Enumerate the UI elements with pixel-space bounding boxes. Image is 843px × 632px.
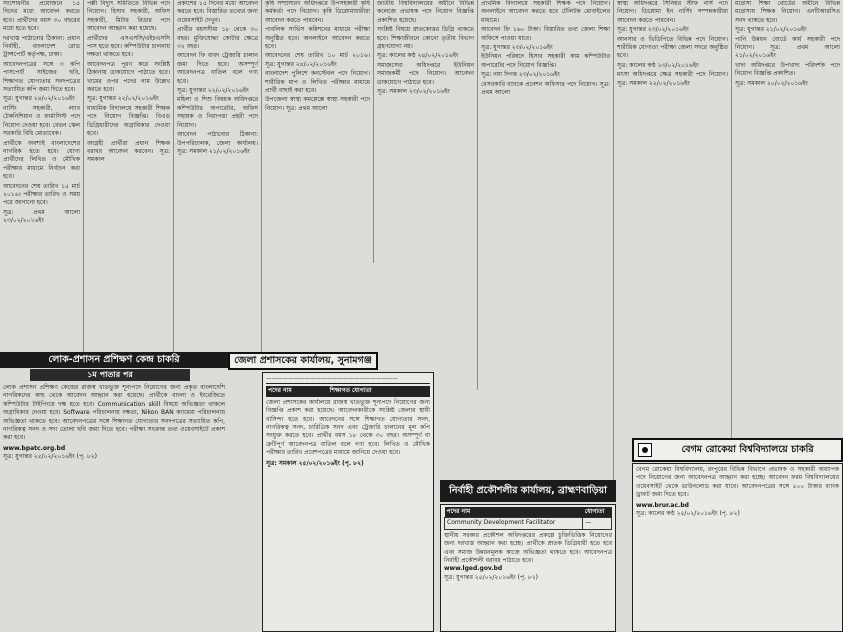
- news-column-7: [614, 0, 732, 438]
- news-paragraph: খাদ্য অধিদপ্তরে উপখাদ্য পরিদর্শক পদে নিয়োগ বিজ্ঞপ্তি প্রকাশিত।: [735, 61, 840, 78]
- lok-proshashon-source: সূত্র: যুগান্তর ২৫/০২/২০১৬ইং (পৃ. ৮২): [3, 453, 97, 461]
- university-logo-icon: [638, 443, 652, 457]
- news-paragraph: বেসরকারি ব্যাংকে প্রবেশন অফিসার পদে নিয়োগ। সূত্র: প্রথম আলো: [481, 80, 610, 97]
- news-column-4: [262, 0, 374, 263]
- lok-proshashon-website[interactable]: www.bpatc.org.bd: [3, 444, 66, 452]
- news-paragraph: সূত্র: যুগান্তর ২১/০২/২০১৬ইং: [735, 26, 807, 34]
- lok-proshashon-body: [0, 382, 228, 632]
- news-paragraph: সংশোধনীর প্রয়োজনে ১৫ দিনের মধ্যে আবেদন করতে হবে। প্রার্থীদের বয়স ৩০ বছরের মধ্যে হতে হবে।: [3, 0, 80, 33]
- news-paragraph: দরখাস্ত পাঠানোর ঠিকানা: প্রধান নির্বাহী, বাংলাদেশ রোড ট্রান্সপোর্ট কর্তৃপক্ষ, ঢাকা।: [3, 34, 80, 59]
- news-paragraph: স্বাস্থ্য অধিদপ্তরে সিনিয়র স্টাফ নার্স পদে নিয়োগ। ডিপ্লোমা ইন নার্সিং সম্পন্নকারীরা আবেদন করতে পারবেন।: [617, 0, 728, 24]
- news-paragraph: আবেদনপত্র পূরণ করে সংশ্লিষ্ট ঠিকানায় ডাকযোগে পাঠাতে হবে। খামের ওপর পদের নাম উল্লেখ করতে হবে।: [87, 60, 170, 94]
- rokeya-source: সূত্র: কালের কণ্ঠ ২৫/০২/২০১৬ইং (পৃ. ৮২): [636, 510, 740, 518]
- nirbahi-table: [444, 507, 612, 530]
- news-column-3: [174, 0, 262, 352]
- news-paragraph: পল্লী বিদ্যুৎ সমিতিতে বিভিন্ন পদে নিয়োগ। হিসাব সহকারী, অফিস সহকারী, মিটার রিডার পদে আবেদন আহ্বান করা হয়েছে।: [87, 0, 170, 33]
- news-paragraph: সংশ্লিষ্ট বিষয়ে স্নাতকোত্তর ডিগ্রি থাকতে হবে। শিক্ষাজীবনে কোনো তৃতীয় বিভাগ গ্রহণযোগ্য নয়।: [377, 26, 474, 51]
- jela-post-table: [266, 386, 430, 396]
- lok-proshashon-title: লোক-প্রশাসন প্রশিক্ষণ কেন্দ্র চাকরি: [48, 353, 180, 365]
- news-column-6: [478, 0, 614, 480]
- rokeya-body: [632, 463, 843, 632]
- nirbahi-website[interactable]: www.lged.gov.bd: [444, 565, 503, 573]
- news-paragraph: আনসার ও ভিডিপিতে বিভিন্ন পদে নিয়োগ। শারীরিক যোগ্যতা পরীক্ষা জেলা সদরে অনুষ্ঠিত হবে।: [617, 35, 728, 60]
- jela-col-post: পদের নাম: [266, 386, 328, 396]
- news-paragraph: সূত্র: যুগান্তর ২২/০২/২০১৬ইং: [177, 87, 249, 95]
- news-paragraph: সূত্র: যুগান্তর ২২/০২/২০১৬ইং: [87, 95, 159, 103]
- news-paragraph: আগ্রহী প্রার্থীরা প্রধান শিক্ষক বরাবর আবেদন করবেন। সূত্র: সমকাল: [87, 139, 170, 164]
- lok-proshashon-subheader: ১ম পাতার পর: [30, 369, 190, 381]
- news-paragraph: প্রার্থীর বয়সসীমা ১৮ থেকে ৩০ বছর। মুক্তিযোদ্ধা কোটার ক্ষেত্রে ৩২ বছর।: [177, 26, 258, 51]
- news-paragraph: মাদ্রাসা শিক্ষা বোর্ডের অধীনে বিভিন্ন মাদ্রাসায় শিক্ষক নিয়োগ। এনটিআরসিএ সনদ থাকতে হবে।: [735, 0, 840, 24]
- nirbahi-banner: [440, 480, 616, 502]
- news-paragraph: পানি উন্নয়ন বোর্ডে কার্য সহকারী পদে নিয়োগ। সূত্র: প্রথম আলো ২১/০২/২০১৬ইং: [735, 35, 840, 60]
- nirbahi-body: [440, 504, 616, 632]
- news-paragraph: মহিলা ও শিশু বিষয়ক অধিদপ্তরে কম্পিউটার অপারেটর, অফিস সহায়ক ও নিরাপত্তা প্রহরী পদে নিয়োগ।: [177, 96, 258, 129]
- news-column-8: [732, 0, 843, 438]
- rokeya-website[interactable]: www.brur.ac.bd: [636, 501, 689, 509]
- lok-proshashon-banner: [0, 352, 228, 368]
- news-paragraph: ইউনিয়ন পরিষদে হিসাব সহকারী কাম কম্পিউটার অপারেটর পদে নিয়োগ বিজ্ঞপ্তি।: [481, 53, 610, 69]
- news-paragraph: আবেদন পাঠানোর ঠিকানা: উপপরিচালক, জেলা কার্যালয়। সূত্র: সমকাল ২১/০২/২০১৬ইং: [177, 131, 258, 155]
- news-paragraph: মৎস্য অধিদপ্তরে ক্ষেত্র সহকারী পদে নিয়োগ। সূত্র: সমকাল ২২/০২/২০১৬ইং: [617, 71, 728, 87]
- nirbahi-post-detail: —: [583, 518, 612, 529]
- news-paragraph: বাংলাদেশ পুলিশে কনস্টেবল পদে নিয়োগ। শারীরিক মাপ ও লিখিত পরীক্ষার মাধ্যমে প্রার্থী বাছাই করা হবে।: [265, 70, 370, 95]
- news-paragraph: কৃষি সম্প্রসারণ অধিদপ্তরে উপসহকারী কৃষি কর্মকর্তা পদে নিয়োগ। কৃষি ডিপ্লোমাধারীরা আবেদন করতে পারবেন।: [265, 0, 370, 24]
- jela-proshashok-banner: [228, 352, 378, 370]
- news-paragraph: পাবলিক সার্ভিস কমিশনের মাধ্যমে পরীক্ষা অনুষ্ঠিত হবে। অনলাইনে আবেদন করতে হবে।: [265, 26, 370, 51]
- rokeya-title: বেগম রোকেয়া বিশ্ববিদ্যালয়ে চাকরি: [681, 443, 814, 455]
- news-paragraph: সমাজসেবা অধিদপ্তরে ইউনিয়ন সমাজকর্মী পদে নিয়োগ। আবেদন ডাকযোগে পাঠাতে হবে।: [377, 61, 474, 86]
- news-paragraph: উপজেলা স্বাস্থ্য কমপ্লেক্সে স্বাস্থ্য সহকারী পদে নিয়োগ। সূত্র: প্রথম আলো: [265, 96, 370, 112]
- rokeya-banner: [632, 438, 843, 462]
- news-paragraph: প্রাথমিক বিদ্যালয়ে সহকারী শিক্ষক পদে নিয়োগ। অনলাইনে আবেদন করতে হবে টেলিটক মোবাইলের মাধ্যমে।: [481, 0, 610, 24]
- jela-proshashok-title: জেলা প্রশাসকের কার্যালয়, সুনামগঞ্জ: [234, 354, 372, 366]
- news-paragraph: আবেদন ফি ১৬০ টাকা। বিস্তারিত তথ্য জেলা শিক্ষা অফিসে পাওয়া যাবে।: [481, 26, 610, 42]
- jela-proshashok-body: [262, 372, 434, 632]
- jela-text: জেলা প্রশাসকের কার্যালয়ে রাজস্ব খাতভুক্ত শূন্যপদে নিয়োগের জন্য বিজ্ঞপ্তি প্রকাশ করা হয়েছে। আবেদনকারীকে সংশ্লিষ্ট জেলার স্থায়ী বাসিন্দা হতে হবে। আবেদনের সঙ্গে শিক্ষাগত যোগ্যতার সনদ, নাগরিকত্ব সনদ, চারিত্রিক সনদ এবং ট্রেজারি চালানের মূল কপি সংযুক্ত করতে হবে। প্রার্থীর বয়স ১৮ থেকে ৩০ বছর। অসম্পূর্ণ বা ত্রুটিপূর্ণ আবেদনপত্র বাতিল বলে গণ্য হবে। লিখিত ও মৌখিক পরীক্ষার তারিখ প্রবেশপত্রের মাধ্যমে জানিয়ে দেওয়া হবে।: [266, 398, 430, 457]
- news-paragraph: সূত্র: কালের কণ্ঠ ২৪/০২/২০১৬ইং: [377, 52, 459, 60]
- news-paragraph: জাতীয় বিশ্ববিদ্যালয়ের অধীনে বিভিন্ন কলেজে প্রভাষক পদে নিয়োগ বিজ্ঞপ্তি প্রকাশিত হয়েছে।: [377, 0, 474, 24]
- news-paragraph: আবেদনপত্রের সঙ্গে ৩ কপি পাসপোর্ট সাইজের ছবি, শিক্ষাগত যোগ্যতার সনদপত্রের সত্যায়িত কপি জমা দিতে হবে।: [3, 60, 80, 94]
- nirbahi-title: নির্বাহী প্রকৌশলীর কার্যালয়, ব্রাহ্মণবাড়িয়া: [449, 484, 607, 496]
- news-paragraph: সূত্র: যুগান্তর ২৪/০২/২০১৬ইং: [3, 95, 75, 103]
- news-paragraph: প্রার্থীকে অবশ্যই বাংলাদেশের নাগরিক হতে হবে। যোগ্য প্রার্থীদের লিখিত ও মৌখিক পরীক্ষার মাধ্যমে নির্বাচন করা হবে।: [3, 139, 80, 181]
- news-paragraph: সূত্র: সমকাল ২০/০২/২০১৬ইং: [735, 79, 808, 87]
- news-column-1: [0, 0, 84, 352]
- news-paragraph: মাধ্যমিক বিদ্যালয়ে সহকারী শিক্ষক পদে নিয়োগ বিজ্ঞপ্তি। বিএড ডিগ্রিধারীদের অগ্রাধিকার দেওয়া হবে।: [87, 104, 170, 138]
- rokeya-text: বেগম রোকেয়া বিশ্ববিদ্যালয়, রংপুরের বিভিন্ন বিভাগে প্রভাষক ও সহকারী অধ্যাপক পদে নিয়োগের জন্য আবেদনপত্র আহ্বান করা হচ্ছে। আবেদন ফরম বিশ্ববিদ্যালয়ের ওয়েবসাইট থেকে ডাউনলোড করা যাবে। আবেদনপত্রের সঙ্গে ৫০০ টাকার ব্যাংক ড্রাফট জমা দিতে হবে।: [636, 466, 839, 499]
- nirbahi-col-post: পদের নাম: [445, 507, 583, 518]
- news-paragraph: প্রকাশের ১৫ দিনের মধ্যে আবেদন করতে হবে। বিস্তারিত তথ্যের জন্য ওয়েবসাইট দেখুন।: [177, 0, 258, 24]
- jela-source: সূত্র: সমকাল ২৫/০২/২০১৬ইং (পৃ. ৮২): [266, 459, 364, 467]
- jela-col-qualification: শিক্ষাগত যোগ্যতা: [328, 386, 430, 396]
- news-column-5: [374, 0, 478, 390]
- news-paragraph: আবেদন ফি বাবদ ট্রেজারি চালান জমা দিতে হবে। অসম্পূর্ণ আবেদনপত্র বাতিল বলে গণ্য হবে।: [177, 52, 258, 85]
- news-paragraph: প্রার্থীদের এসএসসি/এইচএসসি পাস হতে হবে। কম্পিউটার চালনায় দক্ষতা থাকতে হবে।: [87, 34, 170, 59]
- jela-ref-line: ————————————————————————: [266, 375, 430, 384]
- news-paragraph: সূত্র: প্রথম আলো ২৩/০২/২০১৬ইং: [3, 208, 80, 225]
- news-paragraph: সূত্র: নয়া দিগন্ত ২৩/০২/২০১৬ইং: [481, 71, 560, 79]
- lok-proshashon-text: লোক প্রশাসন প্রশিক্ষণ কেন্দ্রের রাজস্ব খাতভুক্ত শূন্যপদে নিয়োগের জন্য প্রকৃত বাংলাদেশি নাগরিকদের কাছ থেকে আবেদন আহ্বান করা হয়েছে। প্রার্থীকে বাংলা ও ইংরেজিতে কম্পিউটার টাইপিংয়ে দক্ষ হতে হবে। Communication skill বিষয়ে অভিজ্ঞতা থাকলে অগ্রাধিকার দেওয়া হবে। Software পরিচালনায় দক্ষতা, Nikon BAN ক্যামেরা পরিচালনায় অভিজ্ঞতা থাকতে হবে। আবেদনপত্রের সঙ্গে শিক্ষাগত যোগ্যতার সনদপত্রের সত্যায়িত কপি, নাগরিকত্ব সনদ ও সদ্য তোলা ছবি জমা দিতে হবে। পরীক্ষা সংক্রান্ত তথ্য ওয়েবসাইটে প্রকাশ করা হবে।: [3, 384, 225, 442]
- nirbahi-text: স্থানীয় সরকার প্রকৌশল অধিদপ্তরের প্রকল্পে চুক্তিভিত্তিক নিয়োগের জন্য দরখাস্ত আহ্বান করা হচ্ছে। প্রার্থীকে স্নাতক ডিগ্রিধারী হতে হবে এবং সমাজ উন্নয়নমূলক কাজে অভিজ্ঞতা থাকতে হবে। আবেদনপত্র নির্বাহী প্রকৌশলী বরাবর পাঠাতে হবে।: [444, 531, 612, 565]
- nirbahi-source: সূত্র: যুগান্তর ২৫/০২/২০১৬ইং (পৃ. ৮২): [444, 573, 538, 581]
- news-paragraph: সূত্র: সমকাল ২৩/০২/২০১৬ইং: [377, 88, 450, 96]
- news-column-2: [84, 0, 174, 352]
- news-paragraph: সূত্র: কালের কণ্ঠ ২৩/০২/২০১৬ইং: [617, 61, 699, 69]
- news-paragraph: নার্সিং সহকারী, ল্যাব টেকনিশিয়ান ও ফার্মাসিস্ট পদে নিয়োগ দেওয়া হবে। বেতন স্কেল সরকারি বিধি মোতাবেক।: [3, 104, 80, 138]
- nirbahi-post-name: Community Development Facilitator: [445, 518, 583, 529]
- nirbahi-col-qualification: যোগ্যতা: [583, 507, 612, 518]
- news-paragraph: আবেদনের শেষ তারিখ ১৫ মার্চ ২০১৬। পরীক্ষার তারিখ ও সময় পরে জানানো হবে।: [3, 182, 80, 207]
- news-paragraph: সূত্র: যুগান্তর ২৩/০২/২০১৬ইং: [481, 44, 553, 52]
- news-paragraph: আবেদনের শেষ তারিখ ১০ মার্চ ২০১৬। সূত্র: যুগান্তর ২৪/০২/২০১৬ইং: [265, 52, 370, 68]
- news-paragraph: সূত্র: যুগান্তর ২৩/০২/২০১৬ইং: [617, 26, 689, 34]
